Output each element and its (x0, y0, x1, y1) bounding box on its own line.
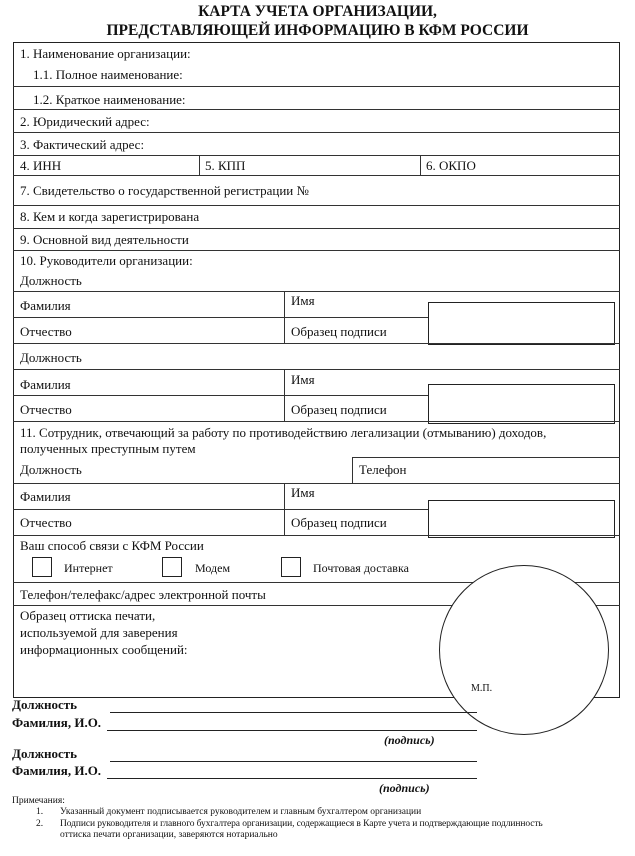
manager2-patronymic-field[interactable]: Отчество (20, 402, 72, 417)
divider (13, 317, 428, 318)
signer1-name-line[interactable] (107, 730, 477, 731)
employee-surname-field[interactable]: Фамилия (20, 489, 71, 504)
registration-certificate-field[interactable]: 7. Свидетельство о государственной регистрации № (20, 183, 309, 198)
note-2-text-cont: оттиска печати организации, заверяются нотариально (60, 830, 278, 840)
legal-address-field[interactable]: 2. Юридический адрес: (20, 114, 150, 129)
divider (199, 155, 200, 175)
form-title-line2: ПРЕДСТАВЛЯЮЩЕЙ ИНФОРМАЦИЮ В КФМ РОССИИ (106, 22, 529, 39)
employee-phone-field[interactable]: Телефон (359, 462, 407, 477)
full-name-field[interactable]: 1.1. Полное наименование: (33, 67, 183, 82)
signer2-signature-caption: (подпись) (379, 781, 430, 795)
employee-name-field[interactable]: Имя (291, 485, 315, 500)
manager1-signature-box[interactable] (428, 302, 615, 345)
postal-checkbox[interactable] (281, 557, 301, 577)
divider (13, 132, 620, 133)
section-1-label: 1. Наименование организации: (20, 46, 191, 61)
section-10-label: 10. Руководители организации: (20, 253, 193, 268)
manager1-patronymic-field: Отчество (20, 324, 72, 339)
signer2-position-label: Должность (12, 746, 78, 761)
stamp-circle[interactable] (439, 565, 609, 735)
manager2-surname-field[interactable]: Фамилия (20, 377, 71, 392)
divider (13, 421, 620, 422)
inn-field[interactable]: 4. ИНН (20, 158, 62, 173)
signer1-position-label: Должность (12, 697, 78, 712)
divider (13, 369, 620, 370)
actual-address-field[interactable]: 3. Фактический адрес: (20, 137, 145, 152)
section-11-label-line1: 11. Сотрудник, отвечающий за работу по противодействию легализации (отмыванию) доходов, (20, 425, 547, 440)
stamp-sample-label-line3: информационных сообщений: (20, 642, 188, 657)
internet-label: Интернет (64, 561, 113, 575)
contact-method-heading: Ваш способ связи с КФМ России (20, 538, 204, 553)
manager1-surname-field[interactable]: Фамилия (20, 298, 71, 313)
form-title-line1: КАРТА УЧЕТА ОРГАНИЗАЦИИ, (198, 3, 437, 20)
manager1-signature-label: Образец подписи (291, 324, 387, 339)
signer1-position-line[interactable] (110, 712, 477, 713)
registered-by-field[interactable]: 8. Кем и когда зарегистрирована (20, 209, 200, 224)
divider (352, 457, 620, 458)
phone-fax-email-field[interactable]: Телефон/телефакс/адрес электронной почты (20, 587, 266, 602)
stamp-sample-label-line2: используемой для заверения (20, 625, 178, 640)
modem-checkbox[interactable] (162, 557, 182, 577)
manager2-position-field[interactable]: Должность (20, 350, 82, 365)
divider (13, 483, 620, 484)
signer1-name-label: Фамилия, И.О. (12, 715, 102, 730)
employee-position-field[interactable]: Должность (20, 462, 82, 477)
signer2-name-label: Фамилия, И.О. (12, 763, 102, 778)
short-name-field[interactable]: 1.2. Краткое наименование: (33, 92, 186, 107)
manager2-signature-box[interactable] (428, 384, 615, 424)
kpp-field[interactable]: 5. КПП (205, 158, 246, 173)
note-1-text: Указанный документ подписывается руководителем и главным бухгалтером организации (60, 807, 422, 817)
divider (13, 535, 620, 536)
section-11-label-line2: полученных преступным путем (20, 441, 196, 456)
divider (420, 155, 421, 175)
employee-signature-box[interactable] (428, 500, 615, 538)
divider (13, 86, 620, 87)
modem-label: Модем (195, 561, 231, 575)
main-activity-field[interactable]: 9. Основной вид деятельности (20, 232, 189, 247)
signer2-position-line[interactable] (110, 761, 477, 762)
note-2-text: Подписи руководителя и главного бухгалтера организации, содержащиеся в Карте учета и подтверждающие подлинность (60, 819, 543, 829)
internet-checkbox[interactable] (32, 557, 52, 577)
divider (13, 291, 620, 292)
divider (13, 109, 620, 110)
divider (13, 395, 428, 396)
note-2-number: 2. (36, 819, 44, 829)
divider (13, 343, 620, 344)
employee-patronymic-field[interactable]: Отчество (20, 515, 72, 530)
manager1-position-field[interactable]: Должность (20, 273, 82, 288)
signer2-name-line[interactable] (107, 778, 477, 779)
postal-label: Почтовая доставка (313, 561, 409, 575)
stamp-sample-label-line1: Образец оттиска печати, (20, 608, 156, 623)
divider (13, 228, 620, 229)
employee-signature-label: Образец подписи (291, 515, 387, 530)
manager1-name-field[interactable]: Имя (291, 293, 315, 308)
signer1-signature-caption: (подпись) (384, 733, 435, 747)
okpo-field[interactable]: 6. ОКПО (426, 158, 476, 173)
stamp-mp-label: М.П. (471, 683, 493, 694)
notes-heading: Примечания: (12, 796, 65, 806)
note-1-number: 1. (36, 807, 44, 817)
manager2-signature-label: Образец подписи (291, 402, 387, 417)
divider (352, 457, 353, 483)
divider (13, 250, 620, 251)
manager2-name-field[interactable]: Имя (291, 372, 315, 387)
divider (13, 175, 620, 176)
divider (13, 509, 428, 510)
divider (13, 155, 620, 156)
divider (13, 205, 620, 206)
